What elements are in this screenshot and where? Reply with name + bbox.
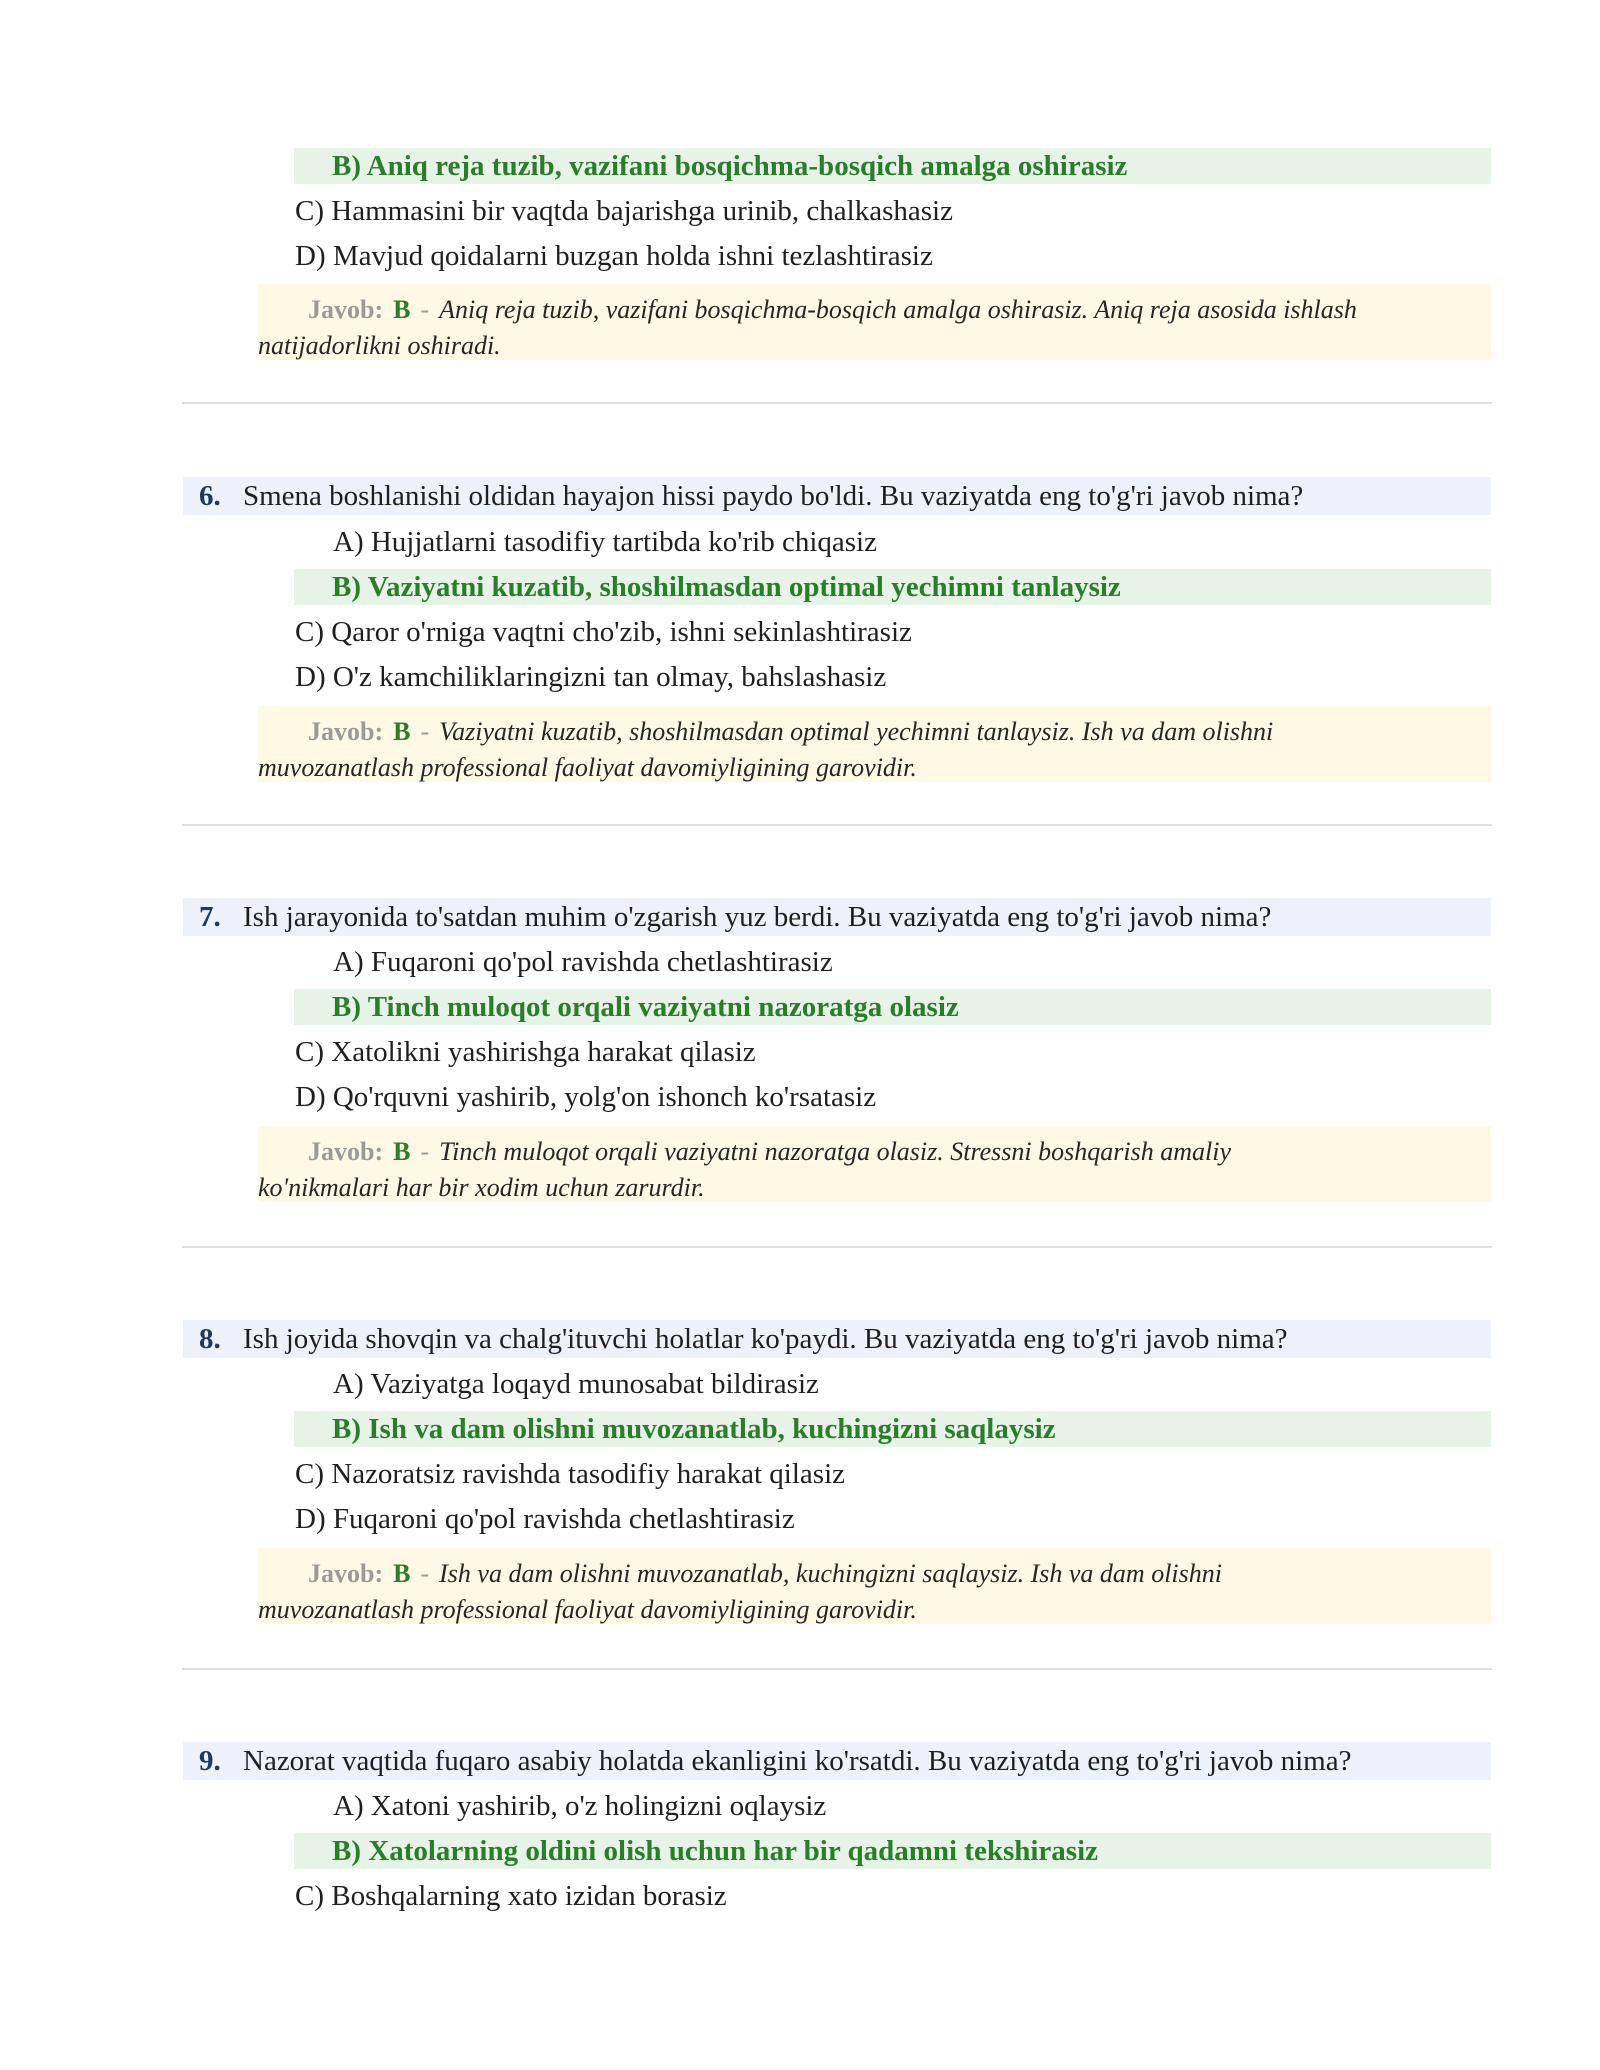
question-6 xyxy=(183,477,1491,515)
option: A) Hujjatlarni tasodifiy tartibda ko'rib chiqasiz xyxy=(333,526,877,558)
option-correct: B) Tinch muloqot orqali vaziyatni nazoratga olasiz xyxy=(294,989,1491,1025)
option: C) Hammasini bir vaqtda bajarishga urinib, chalkashasiz xyxy=(295,195,953,227)
question-number: 9. xyxy=(199,1745,221,1777)
answer-explanation-cont: natijadorlikni oshiradi. xyxy=(258,331,501,360)
answer-box xyxy=(258,1126,1491,1202)
answer-letter: B xyxy=(393,295,411,324)
answer-label: Javob: xyxy=(308,1137,384,1166)
answer-dash: - xyxy=(420,1137,430,1166)
answer-dash: - xyxy=(420,1559,430,1588)
answer-explanation: Ish va dam olishni muvozanatlab, kuchingizni saqlaysiz. Ish va dam olishni xyxy=(439,1559,1222,1588)
option: A) Fuqaroni qo'pol ravishda chetlashtirasiz xyxy=(333,946,833,978)
answer-explanation-cont: muvozanatlash professional faoliyat davomiyligining garovidir. xyxy=(258,753,917,782)
question-text: Nazorat vaqtida fuqaro asabiy holatda ekanligini ko'rsatdi. Bu vaziyatda eng to'g'ri javob nima? xyxy=(243,1745,1352,1777)
option-correct: B) Vaziyatni kuzatib, shoshilmasdan optimal yechimni tanlaysiz xyxy=(294,569,1491,605)
divider xyxy=(182,402,1492,404)
option: A) Xatoni yashirib, o'z holingizni oqlaysiz xyxy=(333,1790,827,1822)
question-9 xyxy=(183,1742,1491,1780)
answer-letter: B xyxy=(393,1137,411,1166)
question-number: 6. xyxy=(199,480,221,512)
question-text: Ish joyida shovqin va chalg'ituvchi holatlar ko'paydi. Bu vaziyatda eng to'g'ri javob nima? xyxy=(243,1323,1288,1355)
answer-letter: B xyxy=(393,717,411,746)
answer-label: Javob: xyxy=(308,717,384,746)
option: C) Nazoratsiz ravishda tasodifiy harakat qilasiz xyxy=(295,1458,845,1490)
answer-label: Javob: xyxy=(308,1559,384,1588)
answer-dash: - xyxy=(420,295,430,324)
option: D) Mavjud qoidalarni buzgan holda ishni tezlashtirasiz xyxy=(295,240,933,272)
question-number: 8. xyxy=(199,1323,221,1355)
option: D) Qo'rquvni yashirib, yolg'on ishonch ko'rsatasiz xyxy=(295,1081,877,1113)
answer-explanation-cont: muvozanatlash professional faoliyat davomiyligining garovidir. xyxy=(258,1595,917,1624)
option: A) Vaziyatga loqayd munosabat bildirasiz xyxy=(333,1368,819,1400)
answer-box xyxy=(258,284,1491,360)
divider xyxy=(182,1246,1492,1248)
option: C) Xatolikni yashirishga harakat qilasiz xyxy=(295,1036,756,1068)
answer-box xyxy=(258,706,1491,782)
answer-explanation: Tinch muloqot orqali vaziyatni nazoratga olasiz. Stressni boshqarish amaliy xyxy=(439,1137,1231,1166)
option: D) Fuqaroni qo'pol ravishda chetlashtirasiz xyxy=(295,1503,795,1535)
question-text: Smena boshlanishi oldidan hayajon hissi paydo bo'ldi. Bu vaziyatda eng to'g'ri javob nima? xyxy=(243,480,1304,512)
option: C) Boshqalarning xato izidan borasiz xyxy=(295,1880,727,1912)
option-correct: B) Aniq reja tuzib, vazifani bosqichma-bosqich amalga oshirasiz xyxy=(294,148,1491,184)
question-text: Ish jarayonida to'satdan muhim o'zgarish yuz berdi. Bu vaziyatda eng to'g'ri javob nima? xyxy=(243,901,1272,933)
answer-box xyxy=(258,1548,1491,1624)
answer-explanation-cont: ko'nikmalari har bir xodim uchun zarurdir. xyxy=(258,1173,705,1202)
option: C) Qaror o'rniga vaqtni cho'zib, ishni sekinlashtirasiz xyxy=(295,616,912,648)
question-number: 7. xyxy=(199,901,221,933)
answer-dash: - xyxy=(420,717,430,746)
answer-explanation: Aniq reja tuzib, vazifani bosqichma-bosqich amalga oshirasiz. Aniq reja asosida ishlash xyxy=(439,295,1357,324)
option-correct: B) Ish va dam olishni muvozanatlab, kuchingizni saqlaysiz xyxy=(294,1411,1491,1447)
divider xyxy=(182,824,1492,826)
question-8 xyxy=(183,1320,1491,1358)
option-correct: B) Xatolarning oldini olish uchun har bir qadamni tekshirasiz xyxy=(294,1833,1491,1869)
question-7 xyxy=(183,898,1491,936)
option: D) O'z kamchiliklaringizni tan olmay, bahslashasiz xyxy=(295,661,887,693)
answer-explanation: Vaziyatni kuzatib, shoshilmasdan optimal yechimni tanlaysiz. Ish va dam olishni xyxy=(439,717,1274,746)
answer-label: Javob: xyxy=(308,295,384,324)
answer-letter: B xyxy=(393,1559,411,1588)
divider xyxy=(182,1668,1492,1670)
